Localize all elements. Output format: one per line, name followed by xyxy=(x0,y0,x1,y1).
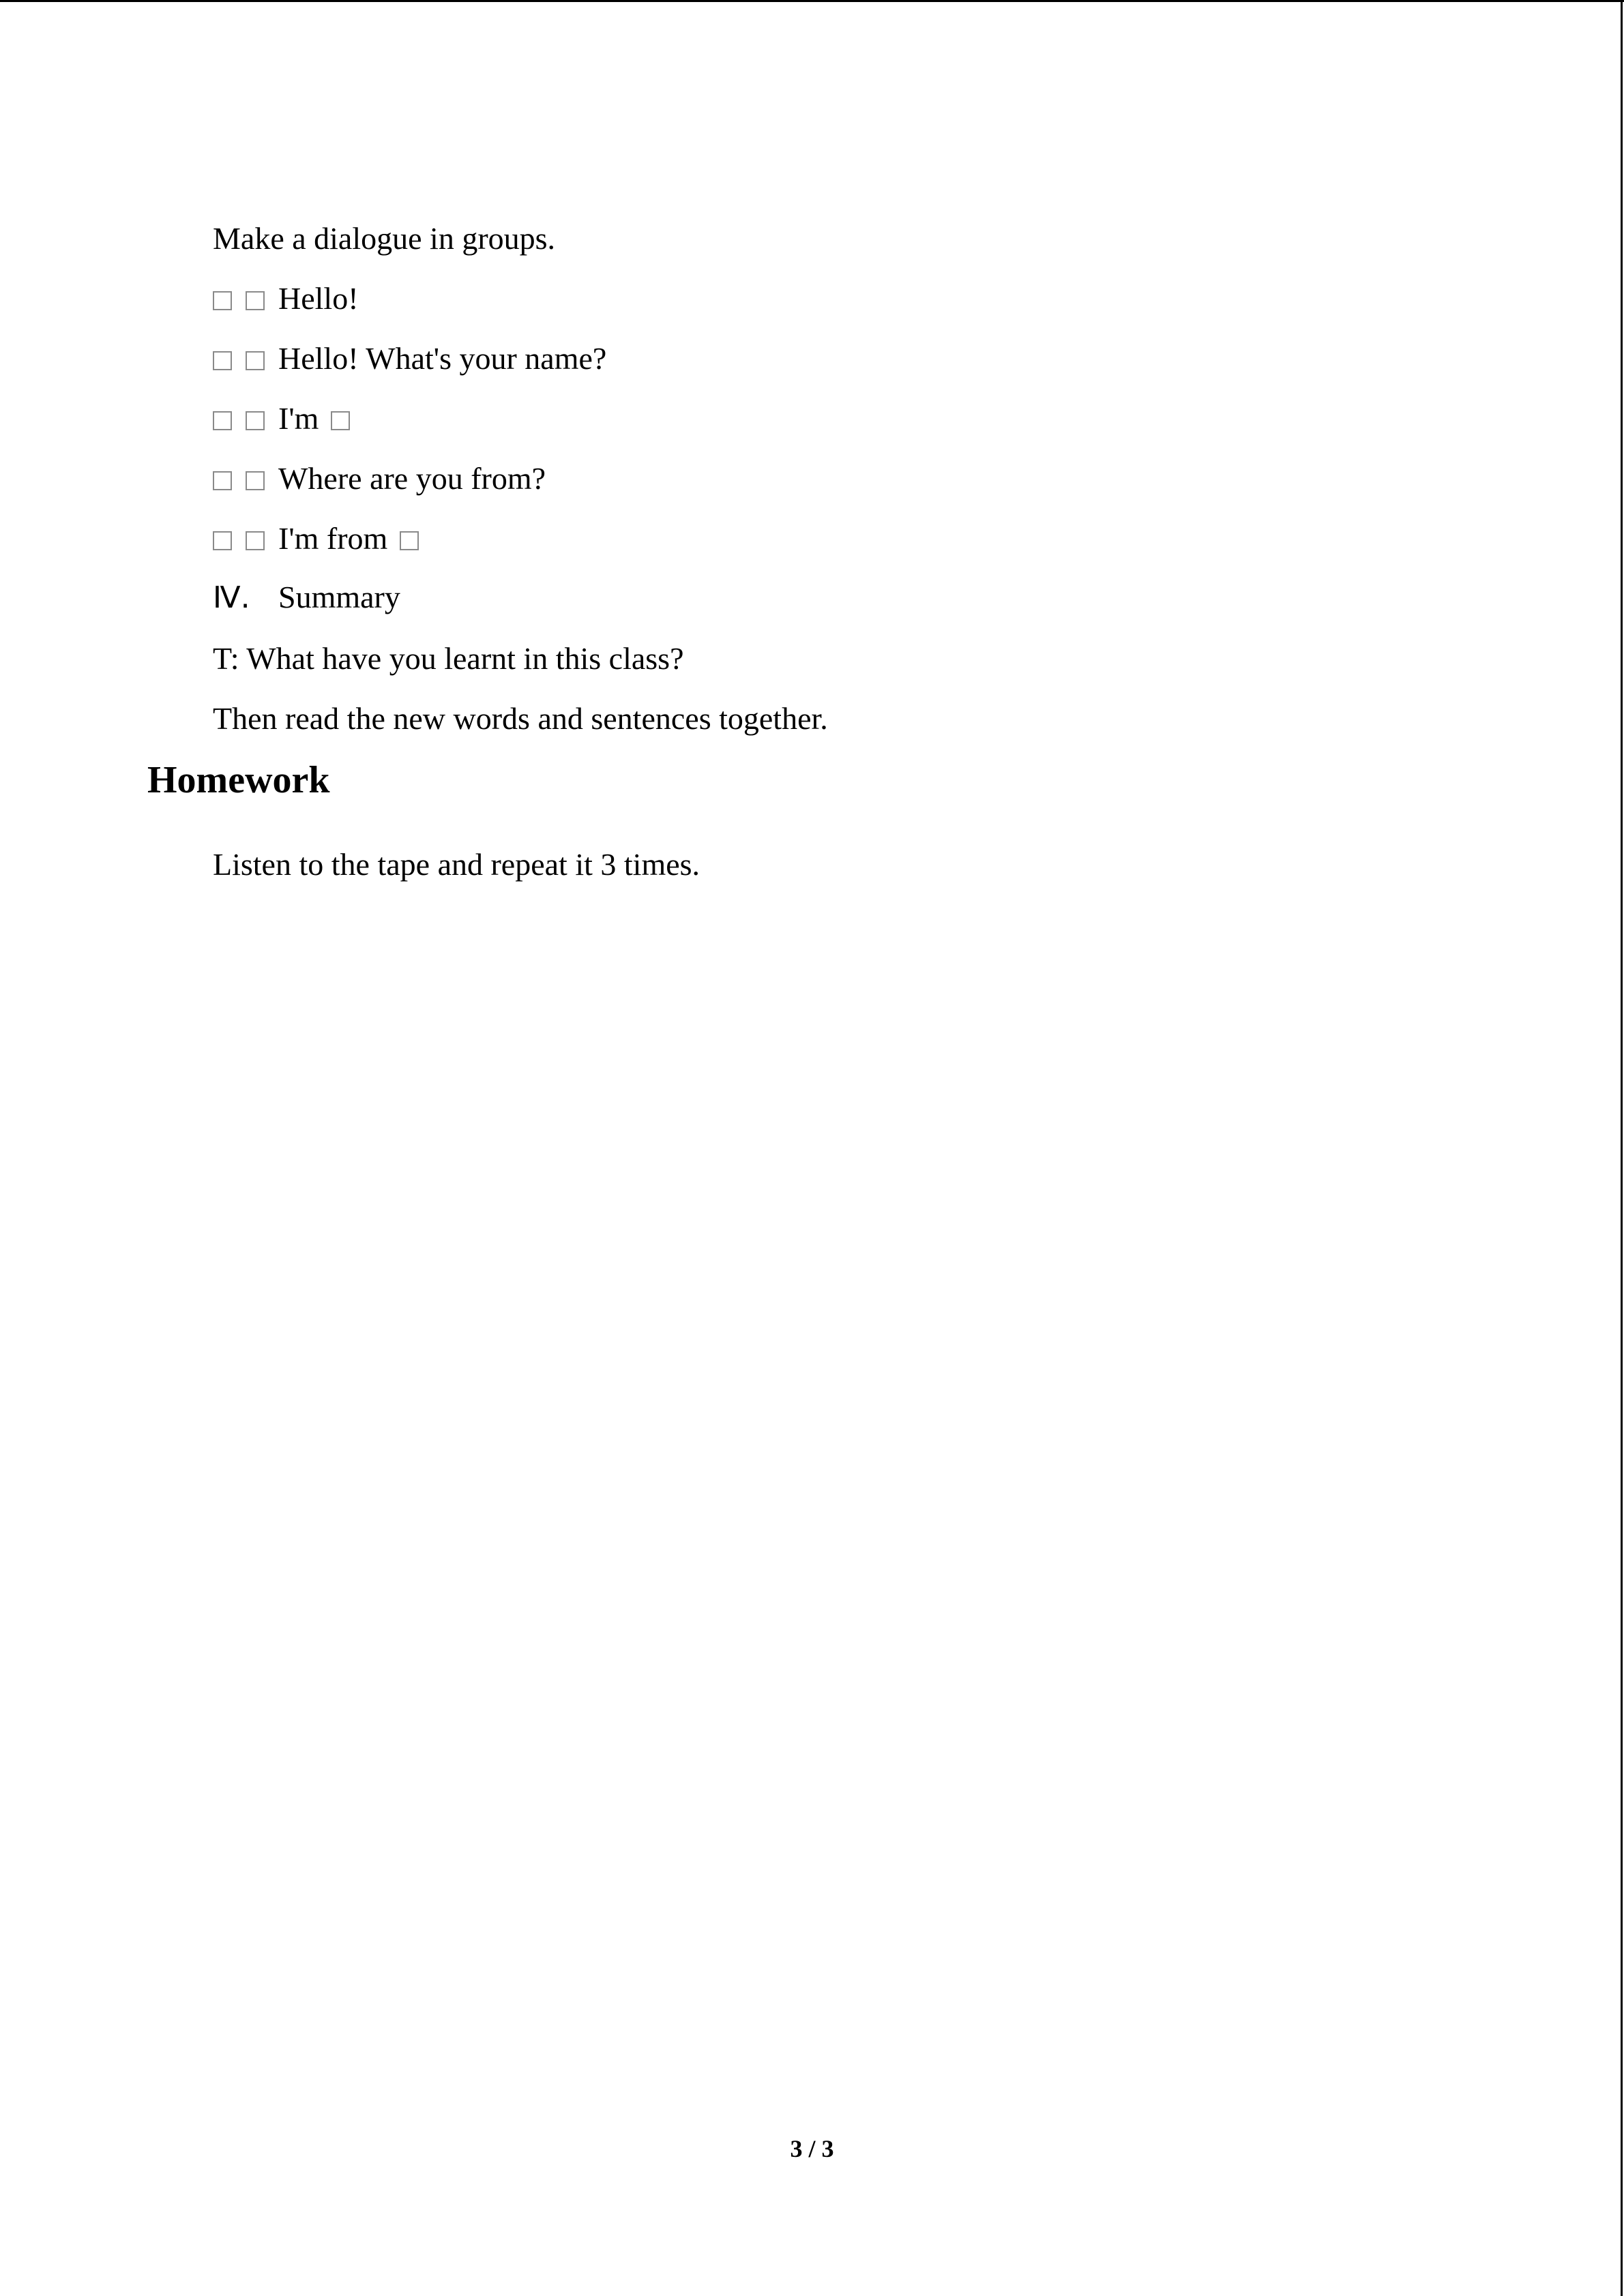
placeholder-box-icon xyxy=(246,291,265,310)
closing-text: Then read the new words and sentences together. xyxy=(213,701,828,736)
placeholder-box-icon xyxy=(213,531,232,550)
dialogue-text: I'm from xyxy=(278,521,388,556)
dialogue-text: Hello! What's your name? xyxy=(278,341,607,376)
page-border-right xyxy=(1621,0,1623,2296)
placeholder-box-icon xyxy=(246,471,265,490)
dialogue-line xyxy=(213,518,419,559)
page-number: 3 / 3 xyxy=(790,2135,834,2162)
intro-text: Make a dialogue in groups. xyxy=(213,221,556,256)
placeholder-box-icon xyxy=(213,351,232,370)
dialogue-line xyxy=(213,458,546,499)
placeholder-box-icon xyxy=(400,531,419,550)
summary-label: Summary xyxy=(278,580,400,614)
placeholder-box-icon xyxy=(213,411,232,430)
placeholder-box-icon xyxy=(331,411,350,430)
homework-task: Listen to the tape and repeat it 3 times. xyxy=(213,847,700,882)
dialogue-text: Where are you from? xyxy=(278,461,546,496)
placeholder-box-icon xyxy=(213,471,232,490)
dialogue-line xyxy=(213,338,606,379)
dialogue-line xyxy=(213,398,350,439)
placeholder-box-icon xyxy=(246,411,265,430)
dialogue-line xyxy=(213,278,359,319)
placeholder-box-icon xyxy=(213,291,232,310)
homework-heading: Homework xyxy=(147,759,330,801)
dialogue-text: Hello! xyxy=(278,281,359,316)
question-text: T: What have you learnt in this class? xyxy=(213,641,684,676)
page-border-top xyxy=(0,0,1624,2)
placeholder-box-icon xyxy=(246,351,265,370)
section-numeral: Ⅳ. xyxy=(213,580,250,615)
summary-line xyxy=(213,577,400,618)
placeholder-box-icon xyxy=(246,531,265,550)
dialogue-text: I'm xyxy=(278,401,319,436)
